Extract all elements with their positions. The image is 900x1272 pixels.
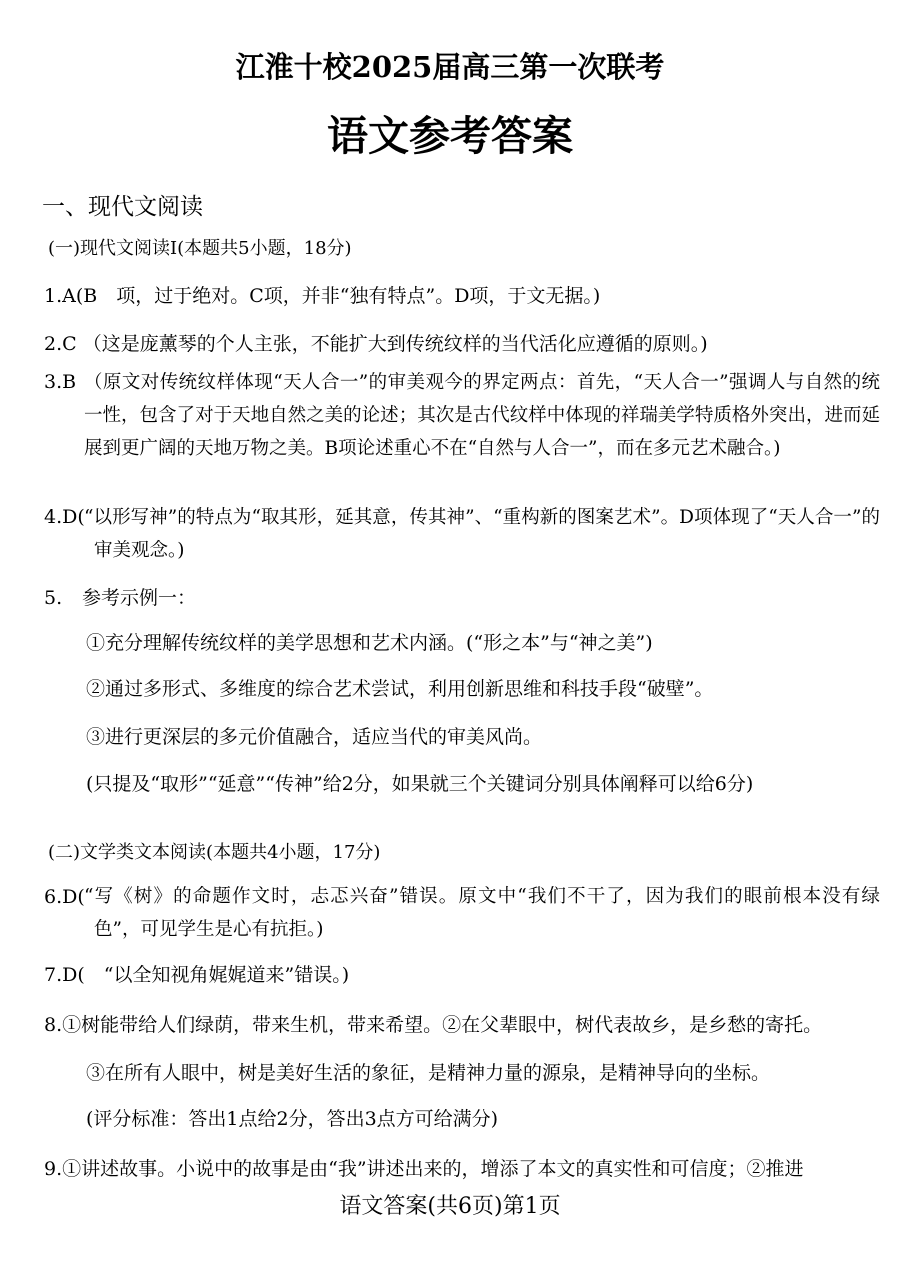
exam-title: 江淮十校2025届高三第一次联考 [235, 50, 665, 84]
page-footer: 语文答案(共6页)第1页 [339, 1194, 561, 1219]
answer-q5-label: 参考示例一： [82, 587, 197, 609]
answer-q5-item: ③进行更深层的多元价值融合，适应当代的审美风尚。 [86, 726, 543, 748]
answer-q9: 9.①讲述故事。小说中的故事是由“我”讲述出来的，增添了本文的真实性和可信度；②推进 [44, 1158, 804, 1180]
answer-q5-item: ①充分理解传统纹样的美学思想和艺术内涵。(“形之本”与“神之美”) [86, 632, 653, 654]
part1-heading: (一)现代文阅读Ⅰ(本题共5小题，18分) [48, 238, 352, 259]
answer-q6-text: “写《树》的命题作文时，忐忑兴奋”错误。原文中“我们不干了，因为我们的眼前根本没有绿色”，可见学生是心有抗拒。) [84, 886, 880, 940]
answer-q3-text: （原文对传统纹样体现“天人合一”的审美观今的界定两点：首先，“天人合一”强调人与自然的统一性，包含了对于天地自然之美的论述；其次是古代纹样中体现的祥瑞美学特质格外突出，进而延展到更广阔的天地万物之美。B项论述重心不在“自然与人合一”，而在多元艺术融合。) [84, 372, 880, 459]
answer-q8-scoring-note: (评分标准：答出1点给2分，答出3点方可给满分) [86, 1108, 499, 1130]
document-title: 语文参考答案 [327, 112, 573, 160]
answer-q5-number: 5. [44, 587, 63, 609]
part2-heading: (二)文学类文本阅读(本题共4小题，17分) [48, 842, 381, 863]
answer-q4-number: 4.D( [44, 506, 85, 528]
answer-q1: 1.A(B 项，过于绝对。C项，并非“独有特点”。D项，于文无据。) [44, 285, 601, 307]
section-heading-modern-reading: 一、现代文阅读 [42, 194, 203, 220]
answer-q5-scoring-note: (只提及“取形”“延意”“传神”给2分，如果就三个关键词分别具体阐释可以给6分) [86, 773, 754, 795]
answer-q8-line: ③在所有人眼中，树是美好生活的象征，是精神力量的源泉，是精神导向的坐标。 [86, 1062, 771, 1084]
answer-q8-line: 8.①树能带给人们绿荫，带来生机，带来希望。②在父辈眼中，树代表故乡，是乡愁的寄托。 [44, 1014, 823, 1036]
answer-q7: 7.D( “以全知视角娓娓道来”错误。) [44, 964, 350, 986]
answer-q6-number: 6.D( [44, 886, 85, 908]
answer-q2: 2.C （这是庞薰琴的个人主张，不能扩大到传统纹样的当代活化应遵循的原则。) [44, 333, 708, 355]
answer-q3-number: 3.B [44, 371, 77, 393]
answer-q4-text: “以形写神”的特点为“取其形，延其意，传其神”、“重构新的图案艺术”。D项体现了“天人合一”的审美观念。) [84, 507, 880, 561]
answer-q5-item: ②通过多形式、多维度的综合艺术尝试，利用创新思维和科技手段“破壁”。 [86, 678, 714, 700]
